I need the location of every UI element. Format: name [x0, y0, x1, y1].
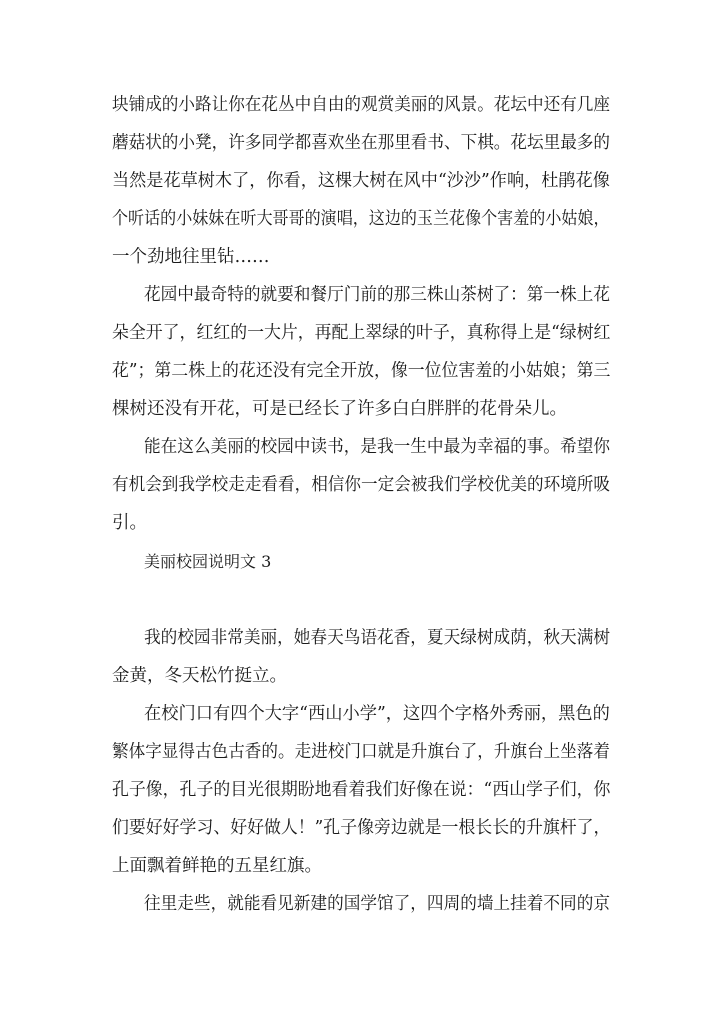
paragraph-first-line: 往里走些，就能看见新建的国学馆了，四周的墙上挂着不同的京	[144, 894, 610, 914]
text-line: 们要好好学习、好好做人！”孔子像旁边就是一根长长的升旗杆了，	[112, 818, 611, 838]
text-line: 有机会到我学校走走看看，相信你一定会被我们学校优美的环境所吸	[112, 475, 611, 495]
text-line: 繁体字显得古色古香的。走进校门口就是升旗台了，升旗台上坐落着	[112, 742, 611, 762]
text-line: 金黄，冬天松竹挺立。	[112, 666, 287, 686]
text-line: 个听话的小妹妹在听大哥哥的演唱，这边的玉兰花像个害羞的小姑娘，	[112, 209, 610, 229]
text-line: 孔子像，孔子的目光很期盼地看着我们好像在说：“西山学子们，你	[112, 780, 611, 800]
text-line: 当然是花草树木了，你看，这棵大树在风中“沙沙”作响，杜鹃花像	[112, 171, 610, 191]
section-heading: 美丽校园说明文 3	[144, 552, 272, 571]
paragraph-first-line: 花园中最奇特的就要和餐厅门前的那三株山茶树了：第一株上花	[144, 285, 610, 305]
text-line: 朵全开了，红红的一大片，再配上翠绿的叶子，真称得上是“绿树红	[112, 323, 611, 343]
paragraph-first-line: 我的校园非常美丽，她春天鸟语花香，夏天绿树成荫，秋天满树	[144, 628, 610, 648]
text-line: 上面飘着鲜艳的五星红旗。	[112, 856, 322, 876]
text-line: 蘑菇状的小凳，许多同学都喜欢坐在那里看书、下棋。花坛里最多的	[112, 133, 611, 153]
text-line: 一个劲地往里钻……	[112, 247, 270, 267]
paragraph-first-line: 在校门口有四个大字“西山小学”，这四个字格外秀丽，黑色的	[144, 704, 610, 724]
text-line: 棵树还没有开花，可是已经长了许多白白胖胖的花骨朵儿。	[112, 399, 567, 419]
text-line: 块铺成的小路让你在花丛中自由的观赏美丽的风景。花坛中还有几座	[112, 95, 611, 115]
text-line: 花”；第二株上的花还没有完全开放，像一位位害羞的小姑娘；第三	[112, 361, 611, 381]
text-line: 引。	[112, 513, 147, 533]
paragraph-first-line: 能在这么美丽的校园中读书，是我一生中最为幸福的事。希望你	[144, 437, 610, 457]
